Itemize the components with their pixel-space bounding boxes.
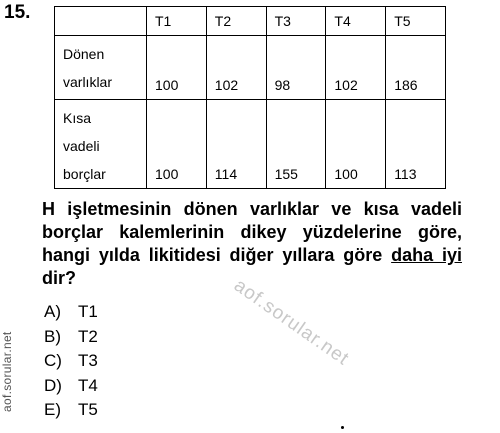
diagonal-watermark: aof.sorular.net bbox=[229, 275, 353, 370]
option-letter: D) bbox=[44, 375, 62, 395]
table-cell: 100 bbox=[147, 36, 207, 100]
table-cell: 186 bbox=[386, 36, 446, 100]
option-a[interactable] bbox=[44, 300, 98, 325]
row-label-line: Kısa bbox=[63, 110, 92, 126]
option-d[interactable] bbox=[44, 374, 98, 399]
table-header-cell: T5 bbox=[386, 7, 446, 36]
table-row-short-term-liabilities bbox=[55, 100, 446, 189]
row-label bbox=[55, 100, 147, 189]
table-cell: 98 bbox=[266, 36, 326, 100]
table-header-cell bbox=[55, 7, 147, 36]
table-header-cell: T3 bbox=[266, 7, 326, 36]
table-header-cell: T2 bbox=[206, 7, 266, 36]
option-text: T1 bbox=[78, 302, 98, 321]
row-label bbox=[55, 36, 147, 100]
question-text-underlined: daha iyi bbox=[391, 245, 462, 265]
row-label-line: varlıklar bbox=[63, 74, 113, 90]
stray-dot bbox=[341, 426, 344, 429]
table-cell: 100 bbox=[326, 100, 386, 189]
question-text bbox=[42, 198, 462, 290]
option-b[interactable] bbox=[44, 325, 98, 350]
side-watermark: aof.sorular.net bbox=[0, 331, 14, 412]
option-c[interactable] bbox=[44, 349, 98, 374]
option-text: T3 bbox=[78, 351, 98, 370]
answer-options bbox=[44, 300, 98, 423]
option-letter: B) bbox=[44, 326, 61, 346]
data-table bbox=[54, 6, 446, 189]
question-number: 15. bbox=[4, 2, 31, 23]
table-header-row bbox=[55, 7, 446, 36]
option-letter: C) bbox=[44, 351, 62, 370]
row-label-line: vadeli bbox=[63, 138, 100, 154]
table-cell: 155 bbox=[266, 100, 326, 189]
table-cell: 114 bbox=[206, 100, 266, 189]
option-text: T2 bbox=[78, 326, 98, 346]
option-text: T4 bbox=[78, 375, 98, 395]
row-label-line: borçlar bbox=[63, 166, 106, 182]
option-letter: E) bbox=[44, 400, 61, 419]
option-letter: A) bbox=[44, 302, 61, 321]
row-label-line: Dönen bbox=[63, 46, 105, 62]
table-cell: 113 bbox=[386, 100, 446, 189]
table-cell: 102 bbox=[206, 36, 266, 100]
option-e[interactable] bbox=[44, 398, 98, 423]
table-header-cell: T1 bbox=[147, 7, 207, 36]
question-text-main: H işletmesinin dönen varlıklar ve kısa vadeli borçlar kalemlerinin dikey yüzdelerine göre, hangi yılda likitidesi diğer yıllara göre bbox=[42, 199, 462, 265]
table-cell: 102 bbox=[326, 36, 386, 100]
table-header-cell: T4 bbox=[326, 7, 386, 36]
table-cell: 100 bbox=[147, 100, 207, 189]
option-text: T5 bbox=[78, 400, 98, 419]
table-row-current-assets bbox=[55, 36, 446, 100]
question-text-end: dir? bbox=[42, 268, 76, 288]
